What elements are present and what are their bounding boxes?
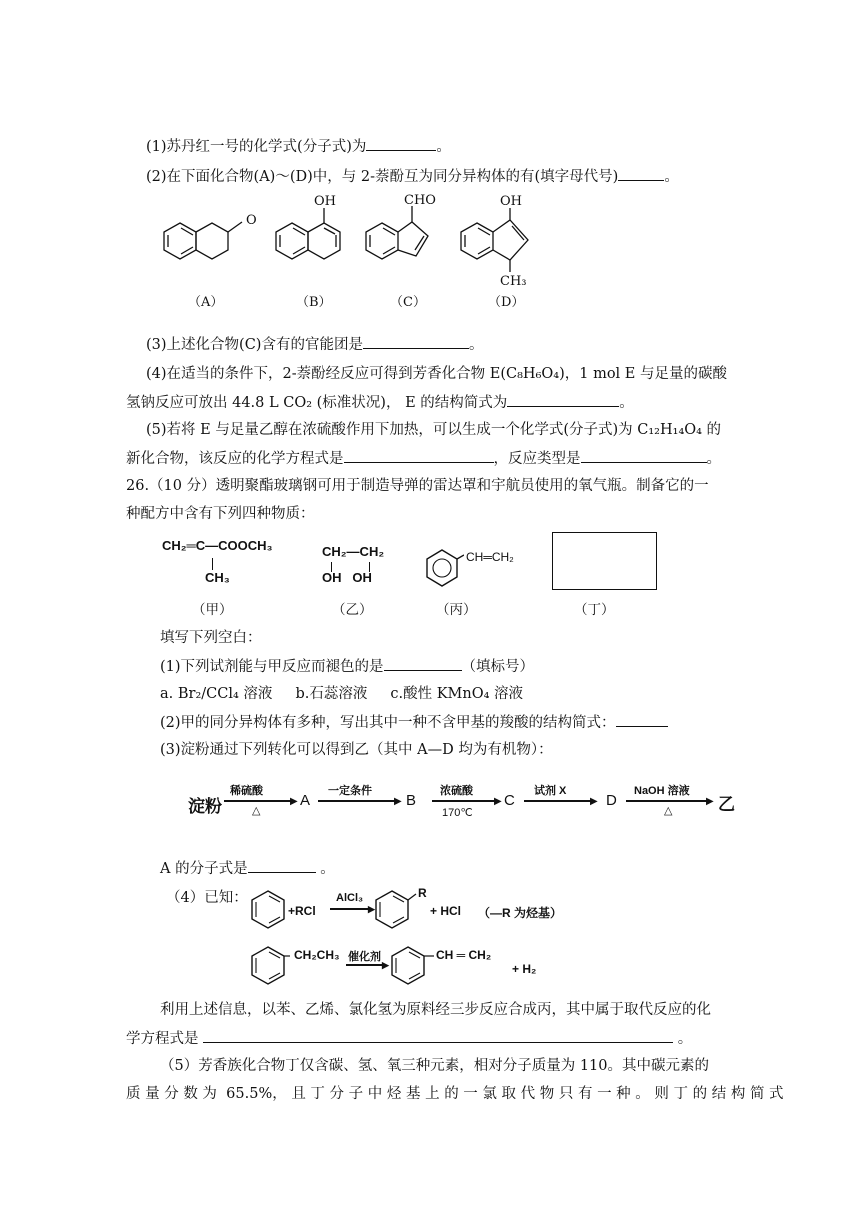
known1-arrow (330, 908, 372, 910)
answer-blank[interactable] (203, 1028, 673, 1043)
known1-note: （—R 为烃基） (478, 906, 563, 920)
benzene-icon (374, 888, 424, 932)
part-5-line-2: 质 量 分 数 为 65.5%， 且 丁 分 子 中 烃 基 上 的 一 氯 取 代 物 只 有 一 种 。 则 丁 的 结 构 简 式 (126, 1086, 784, 1102)
compound-b-structure (276, 208, 340, 259)
scheme-r1-reagent: 稀硫酸 (230, 785, 263, 797)
jia-bond (212, 558, 213, 570)
answer-blank[interactable] (363, 334, 469, 349)
part-4-line-2 (126, 1028, 692, 1049)
jia-label: （甲） (192, 602, 233, 618)
question-5-mid: ，反应类型是 (493, 451, 581, 467)
scheme-arrow-3 (432, 800, 498, 802)
period: 。 (320, 861, 335, 877)
compound-c-label: （C） (390, 295, 426, 310)
arrow-head-icon: ▶ (590, 796, 598, 807)
bing-label: （丙） (436, 602, 477, 618)
scheme-r3-condition: 170℃ (442, 807, 473, 819)
part-a-text: A 的分子式是 (160, 861, 248, 877)
jia-formula: CH₂═C—COOCH₃ (162, 538, 273, 553)
part-a (160, 858, 335, 879)
benzene-icon (390, 944, 440, 988)
known-reaction-2 (250, 942, 580, 992)
part-1-text: (1)下列试剂能与甲反应而褪色的是 (160, 659, 384, 675)
period: 。 (436, 139, 451, 155)
scheme-r5-reagent: NaOH 溶液 (634, 785, 690, 797)
arrow-head-icon: ▶ (494, 796, 502, 807)
question-5-line-1: (5)若将 E 与足量乙醇在浓硫酸作用下加热，可以生成一个化学式(分子式)为 C₁₂H₁₄O₄ 的 (146, 422, 722, 438)
arrow-head-icon: ▶ (290, 796, 298, 807)
known2-h2: + H₂ (512, 962, 537, 976)
part-4-text: 学方程式是 (126, 1031, 199, 1047)
bing-benzene-ring (424, 546, 464, 590)
part-4: （4）已知： (166, 890, 248, 906)
period: 。 (619, 395, 634, 411)
scheme-arrow-2 (318, 800, 398, 802)
scheme-r3-reagent: 浓硫酸 (440, 785, 473, 797)
fill-title: 填写下列空白： (160, 630, 262, 646)
part-3: (3)淀粉通过下列转化可以得到乙（其中 A—D 均为有机物）： (160, 742, 553, 758)
compound-b-oh: OH (314, 194, 336, 209)
scheme-r4-reagent: 试剂 X (534, 785, 567, 797)
benzene-icon (250, 888, 290, 932)
compound-c-structure (366, 206, 428, 259)
period: 。 (468, 337, 484, 353)
question-1-text: (1)苏丹红一号的化学式(分子式)为 (146, 139, 367, 155)
known1-rcl: +RCl (288, 904, 316, 918)
question-2 (146, 166, 679, 187)
known2-catalyst: 催化剂 (348, 951, 381, 963)
compounds-figure (150, 190, 570, 320)
scheme-r1-condition: △ (252, 805, 261, 817)
part-4-line-1: 利用上述信息，以苯、乙烯、氯化氢为原料经三步反应合成丙，其中属于取代反应的化 (160, 1002, 711, 1018)
question-4-line-1: (4)在适当的条件下，2-萘酚经反应可得到芳香化合物 E(C₈H₆O₄)，1 mol E 与足量的碳酸 (146, 366, 727, 382)
arrow-head-icon: ▶ (382, 960, 389, 970)
part-2 (160, 712, 668, 733)
answer-blank[interactable] (384, 656, 462, 671)
part-2-text: (2)甲的同分异构体有多种，写出其中一种不含甲基的羧酸的结构简式： (160, 715, 616, 731)
yi-label: （乙） (332, 602, 373, 618)
scheme-b: B (406, 792, 417, 809)
known2-arrow (346, 964, 386, 966)
known2-vinyl: CH ═ CH₂ (436, 948, 492, 962)
compound-a-oxygen: O (246, 213, 257, 228)
question-3 (146, 334, 483, 355)
jia-methyl: CH₃ (205, 570, 230, 585)
question-26-line-2: 种配方中含有下列四种物质： (126, 506, 315, 522)
answer-blank[interactable] (344, 448, 494, 463)
period: 。 (706, 451, 721, 467)
arrow-head-icon: ▶ (394, 796, 402, 807)
compound-a-structure (164, 222, 242, 259)
scheme-c: C (504, 792, 515, 809)
compound-d-oh: OH (500, 194, 522, 209)
arrow-head-icon: ▶ (706, 796, 714, 807)
answer-blank[interactable] (366, 136, 436, 151)
answer-blank[interactable] (581, 448, 707, 463)
compound-d-structure (461, 208, 528, 272)
question-4-line-2 (126, 392, 634, 413)
scheme-r2-reagent: 一定条件 (328, 785, 372, 797)
scheme-arrow-5 (626, 800, 710, 802)
part-1-options: a. Br₂/CCl₄ 溶液 b.石蕊溶液 c.酸性 KMnO₄ 溶液 (160, 686, 524, 702)
scheme-arrow-4 (524, 800, 594, 802)
substances-row (0, 528, 860, 623)
answer-blank[interactable] (248, 858, 316, 873)
scheme-d: D (606, 792, 617, 809)
compound-b-label: （B） (296, 295, 332, 310)
yi-hydroxyls: OH OH (322, 570, 372, 585)
answer-blank[interactable] (507, 392, 619, 407)
compound-d-label: （D） (488, 295, 525, 310)
part-1-end: （填标号） (461, 659, 535, 675)
ding-box (552, 532, 657, 590)
scheme-start: 淀粉 (188, 797, 222, 816)
answer-blank[interactable] (616, 712, 668, 727)
question-1 (146, 136, 451, 157)
known1-r: R (418, 886, 427, 900)
part-5-line-1: （5）芳香族化合物丁仅含碳、氢、氧三种元素，相对分子质量为 110。其中碳元素的 (160, 1058, 710, 1074)
scheme-a: A (300, 792, 311, 809)
reaction-scheme (160, 776, 740, 836)
known1-hcl: + HCl (430, 904, 462, 918)
known-reaction-1 (250, 886, 580, 936)
scheme-end: 乙 (718, 795, 735, 814)
known2-ethyl: CH₂CH₃ (294, 948, 340, 962)
part-1 (160, 656, 534, 677)
question-5-line-2 (126, 448, 721, 469)
compound-c-cho: CHO (404, 193, 436, 208)
ding-label: （丁） (574, 602, 615, 618)
question-2-text: (2)在下面化合物(A)～(D)中，与 2-萘酚互为同分异构体的有(填字母代号) (146, 169, 619, 185)
yi-formula: CH₂—CH₂ (322, 544, 385, 559)
compound-a-label: （A） (188, 295, 224, 310)
question-5-text: 新化合物，该反应的化学方程式是 (126, 451, 344, 467)
benzene-icon (250, 944, 290, 988)
arrow-head-icon: ▶ (368, 904, 375, 914)
period: 。 (664, 169, 679, 185)
answer-blank[interactable] (618, 166, 664, 181)
question-4-text: 氢钠反应可放出 44.8 L CO₂ (标准状况)， E 的结构简式为 (126, 395, 508, 411)
bing-vinyl: CH═CH₂ (466, 550, 514, 564)
scheme-r5-condition: △ (664, 805, 673, 817)
scheme-arrow-1 (224, 800, 294, 802)
compound-d-ch3: CH₃ (500, 274, 527, 289)
period: 。 (677, 1031, 693, 1047)
question-3-text: (3)上述化合物(C)含有的官能团是 (146, 337, 363, 353)
known1-catalyst: AlCl₃ (336, 892, 364, 904)
question-26-line-1: 26.（10 分）透明聚酯玻璃钢可用于制造导弹的雷达罩和宇航员使用的氧气瓶。制备它的一 (126, 478, 709, 494)
